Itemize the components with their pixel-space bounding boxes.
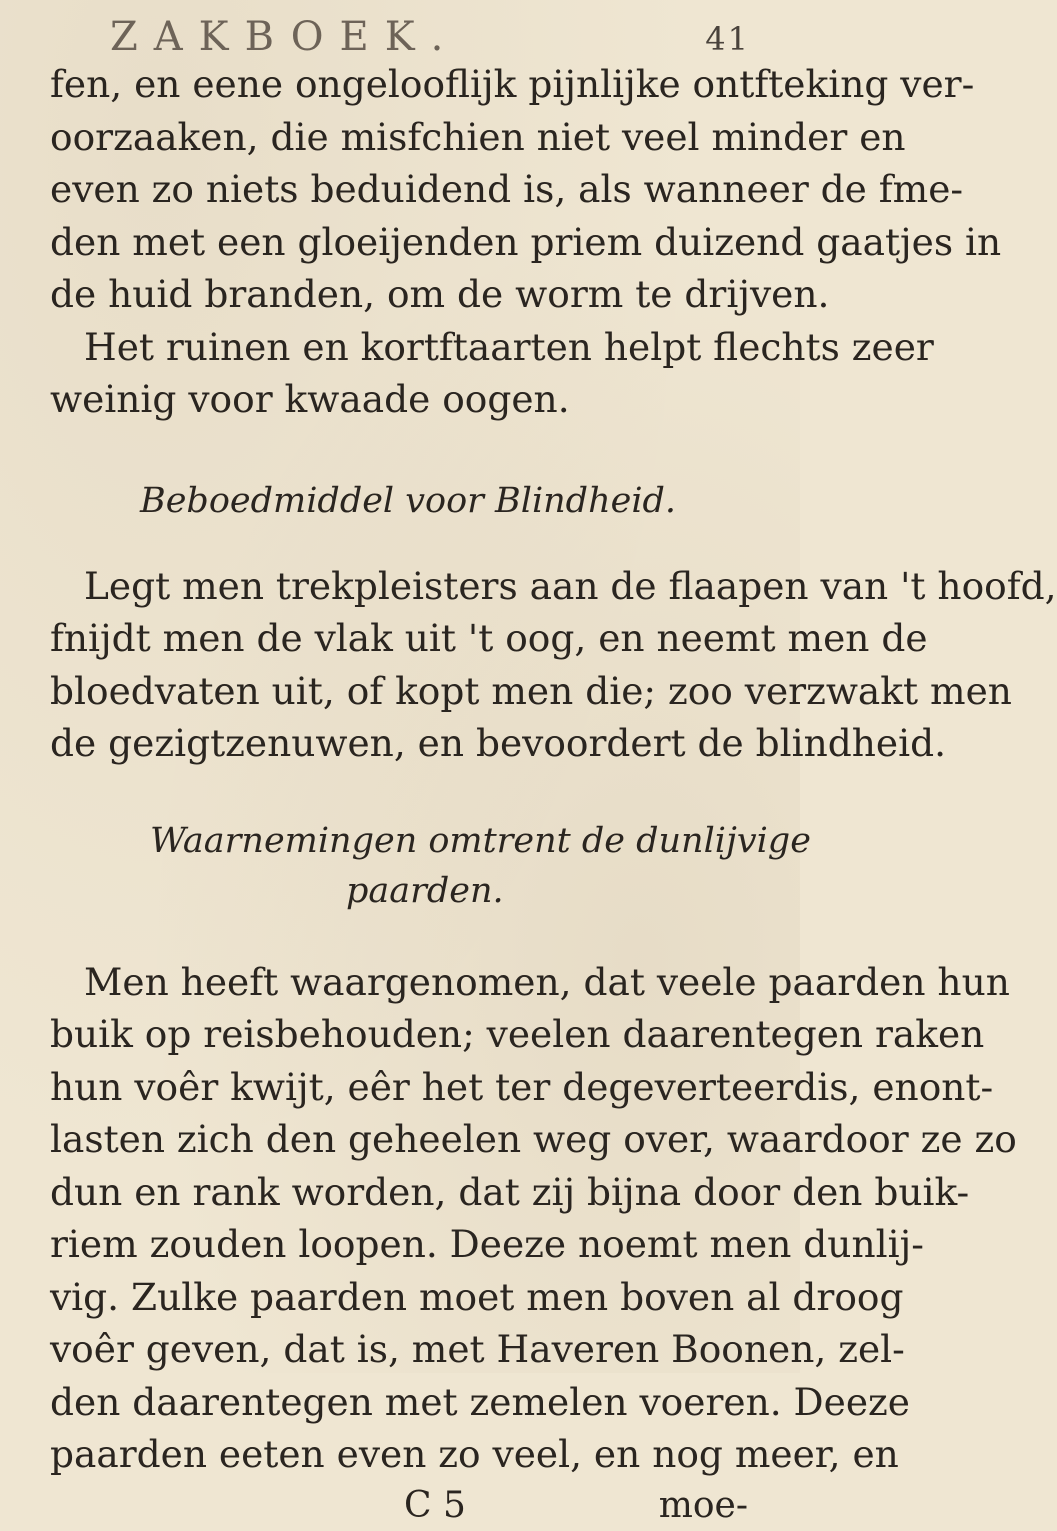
text-line: buik op reisbehouden; veelen daarentegen raken: [50, 1012, 985, 1056]
paragraph-continuation: [50, 58, 1002, 426]
text-line: weinig voor kwaade oogen.: [50, 377, 570, 421]
text-line: Legt men trekpleisters aan de flaapen van 't hoofd,: [84, 563, 1057, 608]
text-line: hun voêr kwijt, eêr het ter degeverteerdis, enont-: [50, 1064, 994, 1109]
text-line: paarden eeten even zo veel, en nog meer, en: [50, 1432, 899, 1476]
text-line: fen, en eene ongelooflijk pijnlijke ontfteking ver-: [50, 62, 975, 106]
text-line: bloedvaten uit, of kopt men die; zoo verzwakt men: [50, 668, 1012, 713]
text-line: even zo niets beduidend is, als wanneer de fme-: [50, 167, 964, 211]
text-line: Men heeft waargenomen, dat veele paarden hun: [84, 959, 1010, 1004]
text-line: den daarentegen met zemelen voeren. Deeze: [50, 1379, 910, 1424]
text-line: dun en rank worden, dat zij bijna door den buik-: [50, 1169, 970, 1214]
text-line: den met een gloeijenden priem duizend gaatjes in: [50, 219, 1002, 264]
text-line: lasten zich den geheelen weg over, waardoor ze zo: [50, 1117, 1017, 1161]
text-line: oorzaaken, die misfchien niet veel minder en: [50, 114, 906, 159]
page-footer: [50, 1481, 756, 1531]
text-line: de gezigtzenuwen, en bevoordert de blindheid.: [50, 721, 947, 765]
paragraph-horses: [50, 956, 1017, 1481]
running-head-title: ZAKBOEK.: [110, 14, 460, 60]
catchword: moe-: [658, 1484, 748, 1526]
text-line: de huid branden, om de worm te drijven.: [50, 272, 830, 316]
page-number: 41: [705, 20, 750, 58]
paragraph-blindness: [50, 560, 1057, 770]
section-heading-horses-line-1: Waarnemingen omtrent de dunlijvige: [150, 820, 811, 861]
text-line: voêr geven, dat is, met Haveren Boonen, zel-: [50, 1327, 905, 1371]
text-line: Het ruinen en kortftaarten helpt flechts zeer: [84, 324, 934, 369]
signature-mark: C 5: [404, 1484, 466, 1526]
text-line: fnijdt men de vlak uit 't oog, en neemt men de: [50, 616, 928, 660]
running-head: [50, 14, 756, 58]
section-heading-blindness: Beboedmiddel voor Blindheid.: [140, 480, 677, 521]
section-heading-horses-line-2: paarden.: [346, 870, 504, 911]
text-line: riem zouden loopen. Deeze noemt men dunlij-: [50, 1222, 924, 1266]
text-line: vig. Zulke paarden moet men boven al droog: [50, 1274, 904, 1319]
